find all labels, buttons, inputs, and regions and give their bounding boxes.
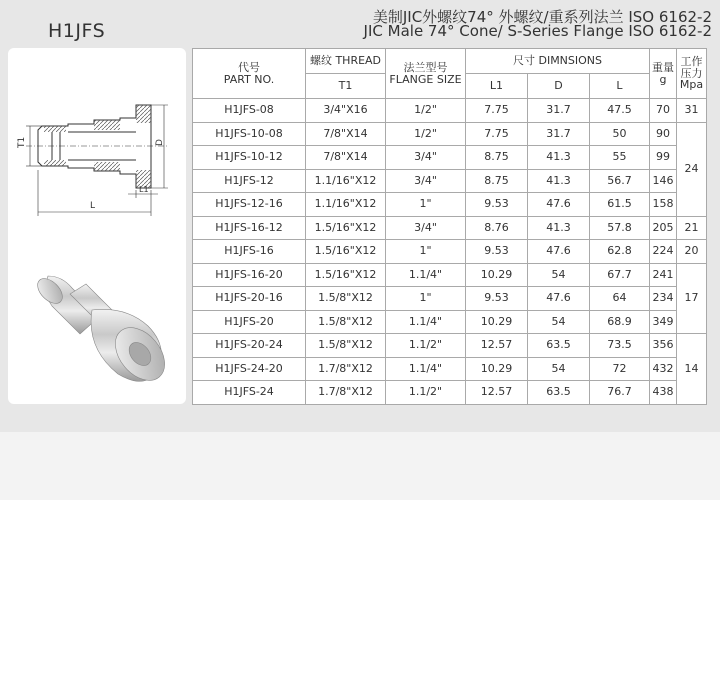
fitting-render (33, 274, 175, 390)
table-row (193, 240, 707, 264)
cell-thread: 1.1/16"X12 (306, 193, 386, 217)
table-row (193, 216, 707, 240)
cell-pressure: 31 (677, 99, 707, 123)
cell-thread: 1.5/16"X12 (306, 263, 386, 287)
cell-flange: 1/2" (386, 122, 466, 146)
cell-part: H1JFS-24 (193, 381, 306, 405)
cell-pressure: 17 (677, 263, 707, 334)
cell-flange: 1/2" (386, 99, 466, 123)
cell-d: 41.3 (528, 146, 590, 170)
cell-weight: 146 (650, 169, 677, 193)
col-header-flange (386, 49, 466, 99)
weight-header-unit: g (659, 72, 667, 86)
cell-d: 63.5 (528, 334, 590, 358)
cell-weight: 224 (650, 240, 677, 264)
cell-part: H1JFS-16 (193, 240, 306, 264)
cell-l: 55 (590, 146, 650, 170)
cell-flange: 3/4" (386, 169, 466, 193)
cell-flange: 1" (386, 240, 466, 264)
cell-d: 41.3 (528, 169, 590, 193)
cell-weight: 438 (650, 381, 677, 405)
table-row (193, 310, 707, 334)
cell-l1: 10.29 (466, 263, 528, 287)
cell-l: 50 (590, 122, 650, 146)
cell-part: H1JFS-10-12 (193, 146, 306, 170)
col-header-d: D (528, 74, 590, 99)
cell-part: H1JFS-20-24 (193, 334, 306, 358)
cell-part: H1JFS-20-16 (193, 287, 306, 311)
technical-drawing (26, 105, 168, 216)
cell-flange: 1.1/2" (386, 381, 466, 405)
pressure-header-unit: Mpa (679, 78, 704, 92)
cell-weight: 349 (650, 310, 677, 334)
header-english: JIC Male 74° Cone/ S-Series Flange ISO 6162-2 (363, 22, 712, 40)
col-header-weight (650, 49, 677, 99)
cell-l1: 9.53 (466, 240, 528, 264)
cell-d: 47.6 (528, 193, 590, 217)
cell-pressure: 14 (677, 334, 707, 405)
cell-l1: 7.75 (466, 122, 528, 146)
cell-l1: 12.57 (466, 334, 528, 358)
cell-weight: 241 (650, 263, 677, 287)
cell-l: 61.5 (590, 193, 650, 217)
cell-flange: 1.1/2" (386, 334, 466, 358)
table-row (193, 169, 707, 193)
cell-part: H1JFS-12 (193, 169, 306, 193)
dim-l-label: L (90, 201, 96, 211)
cell-d: 54 (528, 310, 590, 334)
part-header-cn: 代号 (238, 60, 260, 74)
cell-l: 76.7 (590, 381, 650, 405)
cell-l: 64 (590, 287, 650, 311)
col-header-thread: 螺纹 THREAD (306, 49, 386, 74)
cell-weight: 70 (650, 99, 677, 123)
cell-part: H1JFS-20 (193, 310, 306, 334)
cell-part: H1JFS-08 (193, 99, 306, 123)
cell-flange: 3/4" (386, 146, 466, 170)
table-row (193, 334, 707, 358)
table-row (193, 381, 707, 405)
cell-flange: 1.1/4" (386, 357, 466, 381)
table-row (193, 146, 707, 170)
cell-flange: 1.1/4" (386, 310, 466, 334)
spec-table (192, 48, 707, 405)
col-header-l1: L1 (466, 74, 528, 99)
cell-thread: 1.7/8"X12 (306, 381, 386, 405)
cell-thread: 1.5/16"X12 (306, 216, 386, 240)
cell-l1: 10.29 (466, 310, 528, 334)
cell-part: H1JFS-16-12 (193, 216, 306, 240)
cell-l: 62.8 (590, 240, 650, 264)
flange-header-en: FLANGE SIZE (389, 72, 462, 86)
dim-t1-label: T1 (17, 136, 27, 148)
cell-thread: 1.5/16"X12 (306, 240, 386, 264)
cell-l: 68.9 (590, 310, 650, 334)
dim-d-label: D (155, 139, 165, 146)
cell-weight: 234 (650, 287, 677, 311)
cell-thread: 1.5/8"X12 (306, 310, 386, 334)
flange-header-cn: 法兰型号 (403, 60, 448, 74)
cell-l: 56.7 (590, 169, 650, 193)
pressure-header-cn1: 工作 (680, 55, 703, 69)
cell-l1: 8.75 (466, 169, 528, 193)
cell-flange: 1.1/4" (386, 263, 466, 287)
pressure-header-cn2: 压力 (680, 66, 703, 80)
cell-l1: 9.53 (466, 287, 528, 311)
table-row (193, 287, 707, 311)
cell-l: 47.5 (590, 99, 650, 123)
table-row (193, 193, 707, 217)
drawing-panel (8, 48, 186, 404)
cell-thread: 1.7/8"X12 (306, 357, 386, 381)
cell-l: 57.8 (590, 216, 650, 240)
cell-thread: 7/8"X14 (306, 122, 386, 146)
cell-part: H1JFS-12-16 (193, 193, 306, 217)
table-row (193, 263, 707, 287)
cell-l: 72 (590, 357, 650, 381)
cell-pressure: 24 (677, 122, 707, 216)
cell-d: 47.6 (528, 240, 590, 264)
cell-flange: 1" (386, 287, 466, 311)
cell-part: H1JFS-24-20 (193, 357, 306, 381)
col-header-pressure (677, 49, 707, 99)
cell-l1: 9.53 (466, 193, 528, 217)
cell-d: 47.6 (528, 287, 590, 311)
cell-d: 54 (528, 263, 590, 287)
cell-l1: 10.29 (466, 357, 528, 381)
cell-weight: 432 (650, 357, 677, 381)
table-row (193, 357, 707, 381)
cell-l: 67.7 (590, 263, 650, 287)
cell-d: 54 (528, 357, 590, 381)
part-header-en: PART NO. (223, 72, 275, 86)
col-header-l: L (590, 74, 650, 99)
cell-l: 73.5 (590, 334, 650, 358)
cell-thread: 1.1/16"X12 (306, 169, 386, 193)
cell-d: 41.3 (528, 216, 590, 240)
col-header-part (193, 49, 306, 99)
cell-flange: 3/4" (386, 216, 466, 240)
dim-l1-label: L1 (139, 185, 149, 194)
cell-d: 31.7 (528, 99, 590, 123)
model-title: H1JFS (48, 20, 106, 42)
cell-d: 31.7 (528, 122, 590, 146)
table-row (193, 122, 707, 146)
cell-pressure: 20 (677, 240, 707, 264)
table-row (193, 99, 707, 123)
cell-weight: 158 (650, 193, 677, 217)
cell-d: 63.5 (528, 381, 590, 405)
panel-footer-band (0, 432, 720, 500)
cell-weight: 99 (650, 146, 677, 170)
fitting-drawing (8, 48, 186, 404)
cell-l1: 8.75 (466, 146, 528, 170)
cell-thread: 7/8"X14 (306, 146, 386, 170)
cell-part: H1JFS-16-20 (193, 263, 306, 287)
cell-thread: 1.5/8"X12 (306, 334, 386, 358)
weight-header-cn: 重量 (652, 60, 674, 74)
cell-l1: 7.75 (466, 99, 528, 123)
cell-pressure: 21 (677, 216, 707, 240)
col-header-dimensions: 尺寸 DIMNSIONS (466, 49, 650, 74)
cell-thread: 1.5/8"X12 (306, 287, 386, 311)
cell-l1: 8.76 (466, 216, 528, 240)
cell-part: H1JFS-10-08 (193, 122, 306, 146)
cell-weight: 205 (650, 216, 677, 240)
cell-thread: 3/4"X16 (306, 99, 386, 123)
cell-weight: 90 (650, 122, 677, 146)
header-chinese: 美制JIC外螺纹74° 外螺纹/重系列法兰 ISO 6162-2 (372, 8, 712, 26)
cell-flange: 1" (386, 193, 466, 217)
cell-l1: 12.57 (466, 381, 528, 405)
cell-weight: 356 (650, 334, 677, 358)
col-header-t1: T1 (306, 74, 386, 99)
